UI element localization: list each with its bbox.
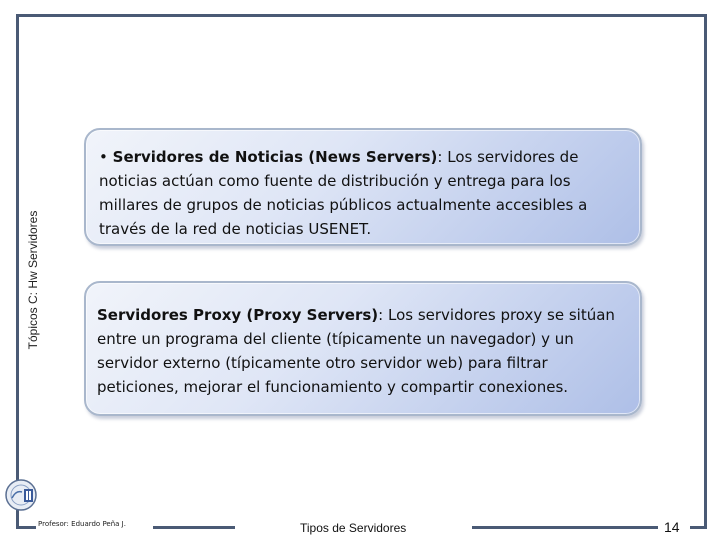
footer-title: Tipos de Servidores [300, 521, 407, 535]
footer-line-center-left [153, 526, 235, 529]
footer-professor: Profesor: Eduardo Peña J. [38, 520, 126, 528]
footer-line-left [16, 526, 36, 529]
proxy-servers-description: : Los servidores proxy se sitúan entre un programa del cliente (típicamente un navegador) y un servidor externo (típicamente otro servidor web) para filtrar peticiones, mejorar el funcionamiento y compartir conexiones. [97, 306, 615, 396]
proxy-servers-term: Servidores Proxy (Proxy Servers) [97, 306, 379, 324]
page-number: 14 [664, 519, 680, 535]
news-servers-text [99, 145, 629, 241]
bullet: • [99, 148, 108, 166]
footer-line-center-right [472, 526, 658, 529]
proxy-servers-text [97, 303, 632, 399]
footer-line-right [690, 526, 707, 529]
frame-right-line [704, 14, 707, 526]
frame-top-line [16, 14, 706, 17]
frame-left-line [16, 14, 19, 526]
proxy-servers-box [84, 281, 642, 416]
news-servers-term: Servidores de Noticias (News Servers) [112, 148, 438, 166]
news-servers-box [84, 128, 642, 246]
institution-logo-icon [4, 478, 38, 512]
side-course-label: Tópicos C: Hw Servidores [26, 210, 40, 350]
news-servers-description: : Los servidores de noticias actúan como fuente de distribución y entrega para los millares de grupos de noticias públicos actualmente accesibles a través de la red de noticias USENET. [99, 148, 588, 238]
